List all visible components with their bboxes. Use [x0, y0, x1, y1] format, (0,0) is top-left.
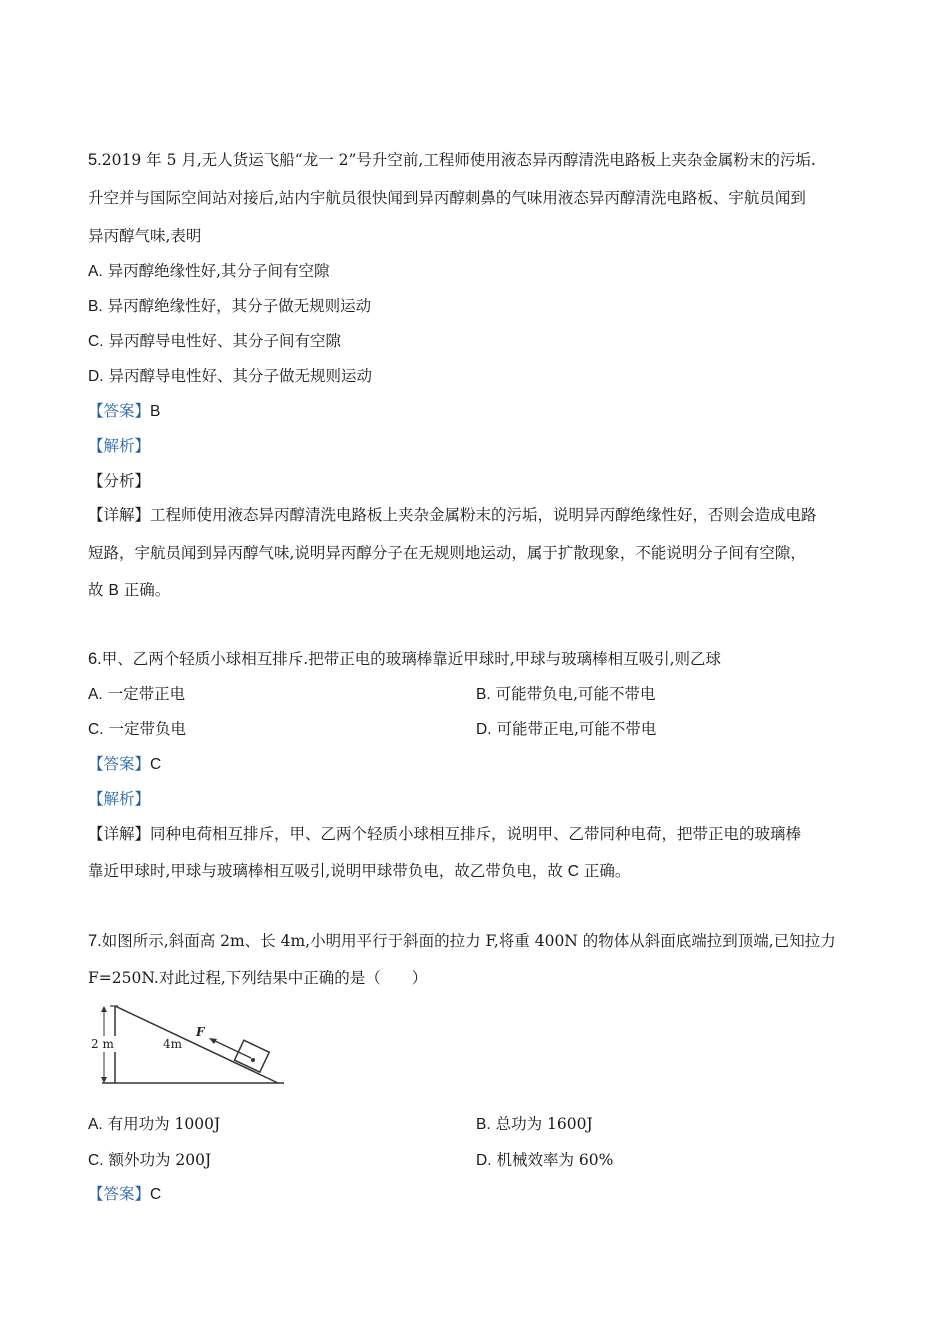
q7-stem-line-2: F=250N.对此过程,下列结果中正确的是（ ） [88, 969, 428, 987]
q6-option-b [476, 684, 656, 705]
q6-answer-value: C [150, 756, 162, 773]
q5-option-b-letter: B. [88, 298, 103, 315]
q6-answer-tag: 【答案】 [88, 755, 151, 773]
q7-stem-text-1: 如图所示,斜面高 2m、长 4m,小明用平行于斜面的拉力 F,将重 400N 的物体从斜面底端拉到顶端,已知拉力 [101, 932, 836, 950]
q5-stem-text-1: 2019 年 5 月,无人货运飞船“龙一 2”号升空前,工程师使用液态异丙醇清洗电路板上夹杂金属粉末的污垢. [101, 151, 816, 169]
q7-option-d-letter: D. [476, 1152, 492, 1169]
q6-option-d-text: 可能带正电,可能不带电 [496, 720, 657, 738]
q5-fenxi-tag: 【分析】 [88, 472, 151, 490]
q5-stem-line-2: 升空并与国际空间站对接后,站内宇航员很快闻到异丙醇刺鼻的气味用液态异丙醇清洗电路板、宇航员闻到 [88, 189, 806, 207]
q6-option-b-letter: B. [476, 686, 491, 703]
incline-diagram [88, 1000, 288, 1095]
q6-answer [88, 754, 880, 775]
q5-detail-text-3b: B [108, 582, 119, 599]
q5-option-d-text: 异丙醇导电性好、其分子做无规则运动 [108, 367, 372, 385]
height-arrow-bottom [101, 1077, 107, 1083]
q5-detail-line-1 [88, 505, 880, 525]
q6-option-d-letter: D. [476, 721, 492, 738]
q7-option-a [88, 1114, 220, 1135]
q6-option-d [476, 719, 656, 740]
block-center-dot [251, 1058, 255, 1062]
q6-option-c-letter: C. [88, 721, 104, 738]
q5-answer [88, 401, 880, 422]
q6-detail-tag: 【详解】 [88, 825, 151, 843]
q5-detail-text-1: 工程师使用液态异丙醇清洗电路板上夹杂金属粉末的污垢，说明异丙醇绝缘性好，否则会造成电路 [150, 506, 817, 524]
q7-option-c-text: 额外功为 200J [108, 1151, 212, 1169]
q5-analysis-tag: 【解析】 [88, 437, 151, 455]
q5-detail-tag: 【详解】 [88, 506, 151, 524]
q6-option-a [88, 684, 185, 705]
q7-option-d-text: 机械效率为 60% [496, 1151, 614, 1169]
q7-option-a-letter: A. [88, 1116, 103, 1133]
q5-option-d-letter: D. [88, 368, 104, 385]
q7-answer [88, 1184, 880, 1205]
q6-detail-line-2 [88, 861, 880, 882]
q6-detail-text-2a: 靠近甲球时,甲球与玻璃棒相互吸引,说明甲球带负电，故乙带负电，故 [88, 862, 568, 880]
q7-option-c-letter: C. [88, 1152, 104, 1169]
q7-answer-value: C [150, 1186, 162, 1203]
q6-option-b-text: 可能带负电,可能不带电 [495, 685, 656, 703]
q5-option-c-letter: C. [88, 333, 104, 350]
q5-stem-line-1 [88, 150, 880, 170]
q7-stem-line-1 [88, 931, 880, 951]
q7-option-d [476, 1150, 613, 1171]
q7-option-b-letter: B. [476, 1116, 491, 1133]
q6-detail-line-1 [88, 824, 880, 844]
q7-option-a-text: 有用功为 1000J [107, 1115, 221, 1133]
q6-analysis-tag: 【解析】 [88, 790, 151, 808]
q6-detail-text-1: 同种电荷相互排斥，甲、乙两个轻质小球相互排斥，说明甲、乙带同种电荷，把带正电的玻璃棒 [150, 825, 802, 843]
q6-detail-text-2c: 正确。 [579, 862, 631, 880]
q5-option-a-letter: A. [88, 263, 103, 280]
q7-option-c [88, 1150, 211, 1171]
q5-number: 5. [88, 151, 102, 169]
q6-option-a-text: 一定带正电 [107, 685, 186, 703]
q5-option-a-text: 异丙醇绝缘性好,其分子间有空隙 [107, 262, 330, 280]
q7-answer-tag: 【答案】 [88, 1185, 151, 1203]
q5-detail-text-3c: 正确。 [118, 581, 171, 599]
q5-answer-value: B [150, 403, 161, 420]
q5-option-a [88, 261, 880, 282]
force-label: F [196, 1025, 205, 1039]
q7-number: 7. [88, 932, 102, 950]
q5-option-c-text: 异丙醇导电性好、其分子间有空隙 [108, 332, 341, 350]
block [234, 1040, 269, 1072]
q6-stem [88, 649, 880, 669]
q5-detail-text-3a: 故 [88, 581, 109, 599]
q5-option-b [88, 296, 880, 317]
q6-option-a-letter: A. [88, 686, 103, 703]
q7-option-b-text: 总功为 1600J [495, 1115, 593, 1133]
q5-option-b-text: 异丙醇绝缘性好，其分子做无规则运动 [107, 297, 372, 315]
q6-option-c [88, 719, 186, 740]
q6-detail-text-2b: C [567, 863, 579, 880]
q6-number: 6. [88, 650, 102, 668]
q6-stem-text: 甲、乙两个轻质小球相互排斥.把带正电的玻璃棒靠近甲球时,甲球与玻璃棒相互吸引,则乙球 [101, 650, 722, 668]
q5-stem-line-3: 异丙醇气味,表明 [88, 227, 202, 245]
length-label: 4m [163, 1037, 183, 1051]
q5-option-d [88, 366, 880, 387]
q7-option-b [476, 1114, 593, 1135]
q5-detail-line-3 [88, 580, 880, 601]
q5-answer-tag: 【答案】 [88, 402, 151, 420]
q5-detail-line-2: 短路，宇航员闻到异丙醇气味,说明异丙醇分子在无规则地运动，属于扩散现象，不能说明分子间有空隙， [88, 544, 806, 562]
q5-option-c [88, 331, 880, 352]
height-arrow-top [101, 1006, 107, 1012]
height-label: 2 m [91, 1037, 114, 1051]
q6-option-c-text: 一定带负电 [108, 720, 186, 738]
